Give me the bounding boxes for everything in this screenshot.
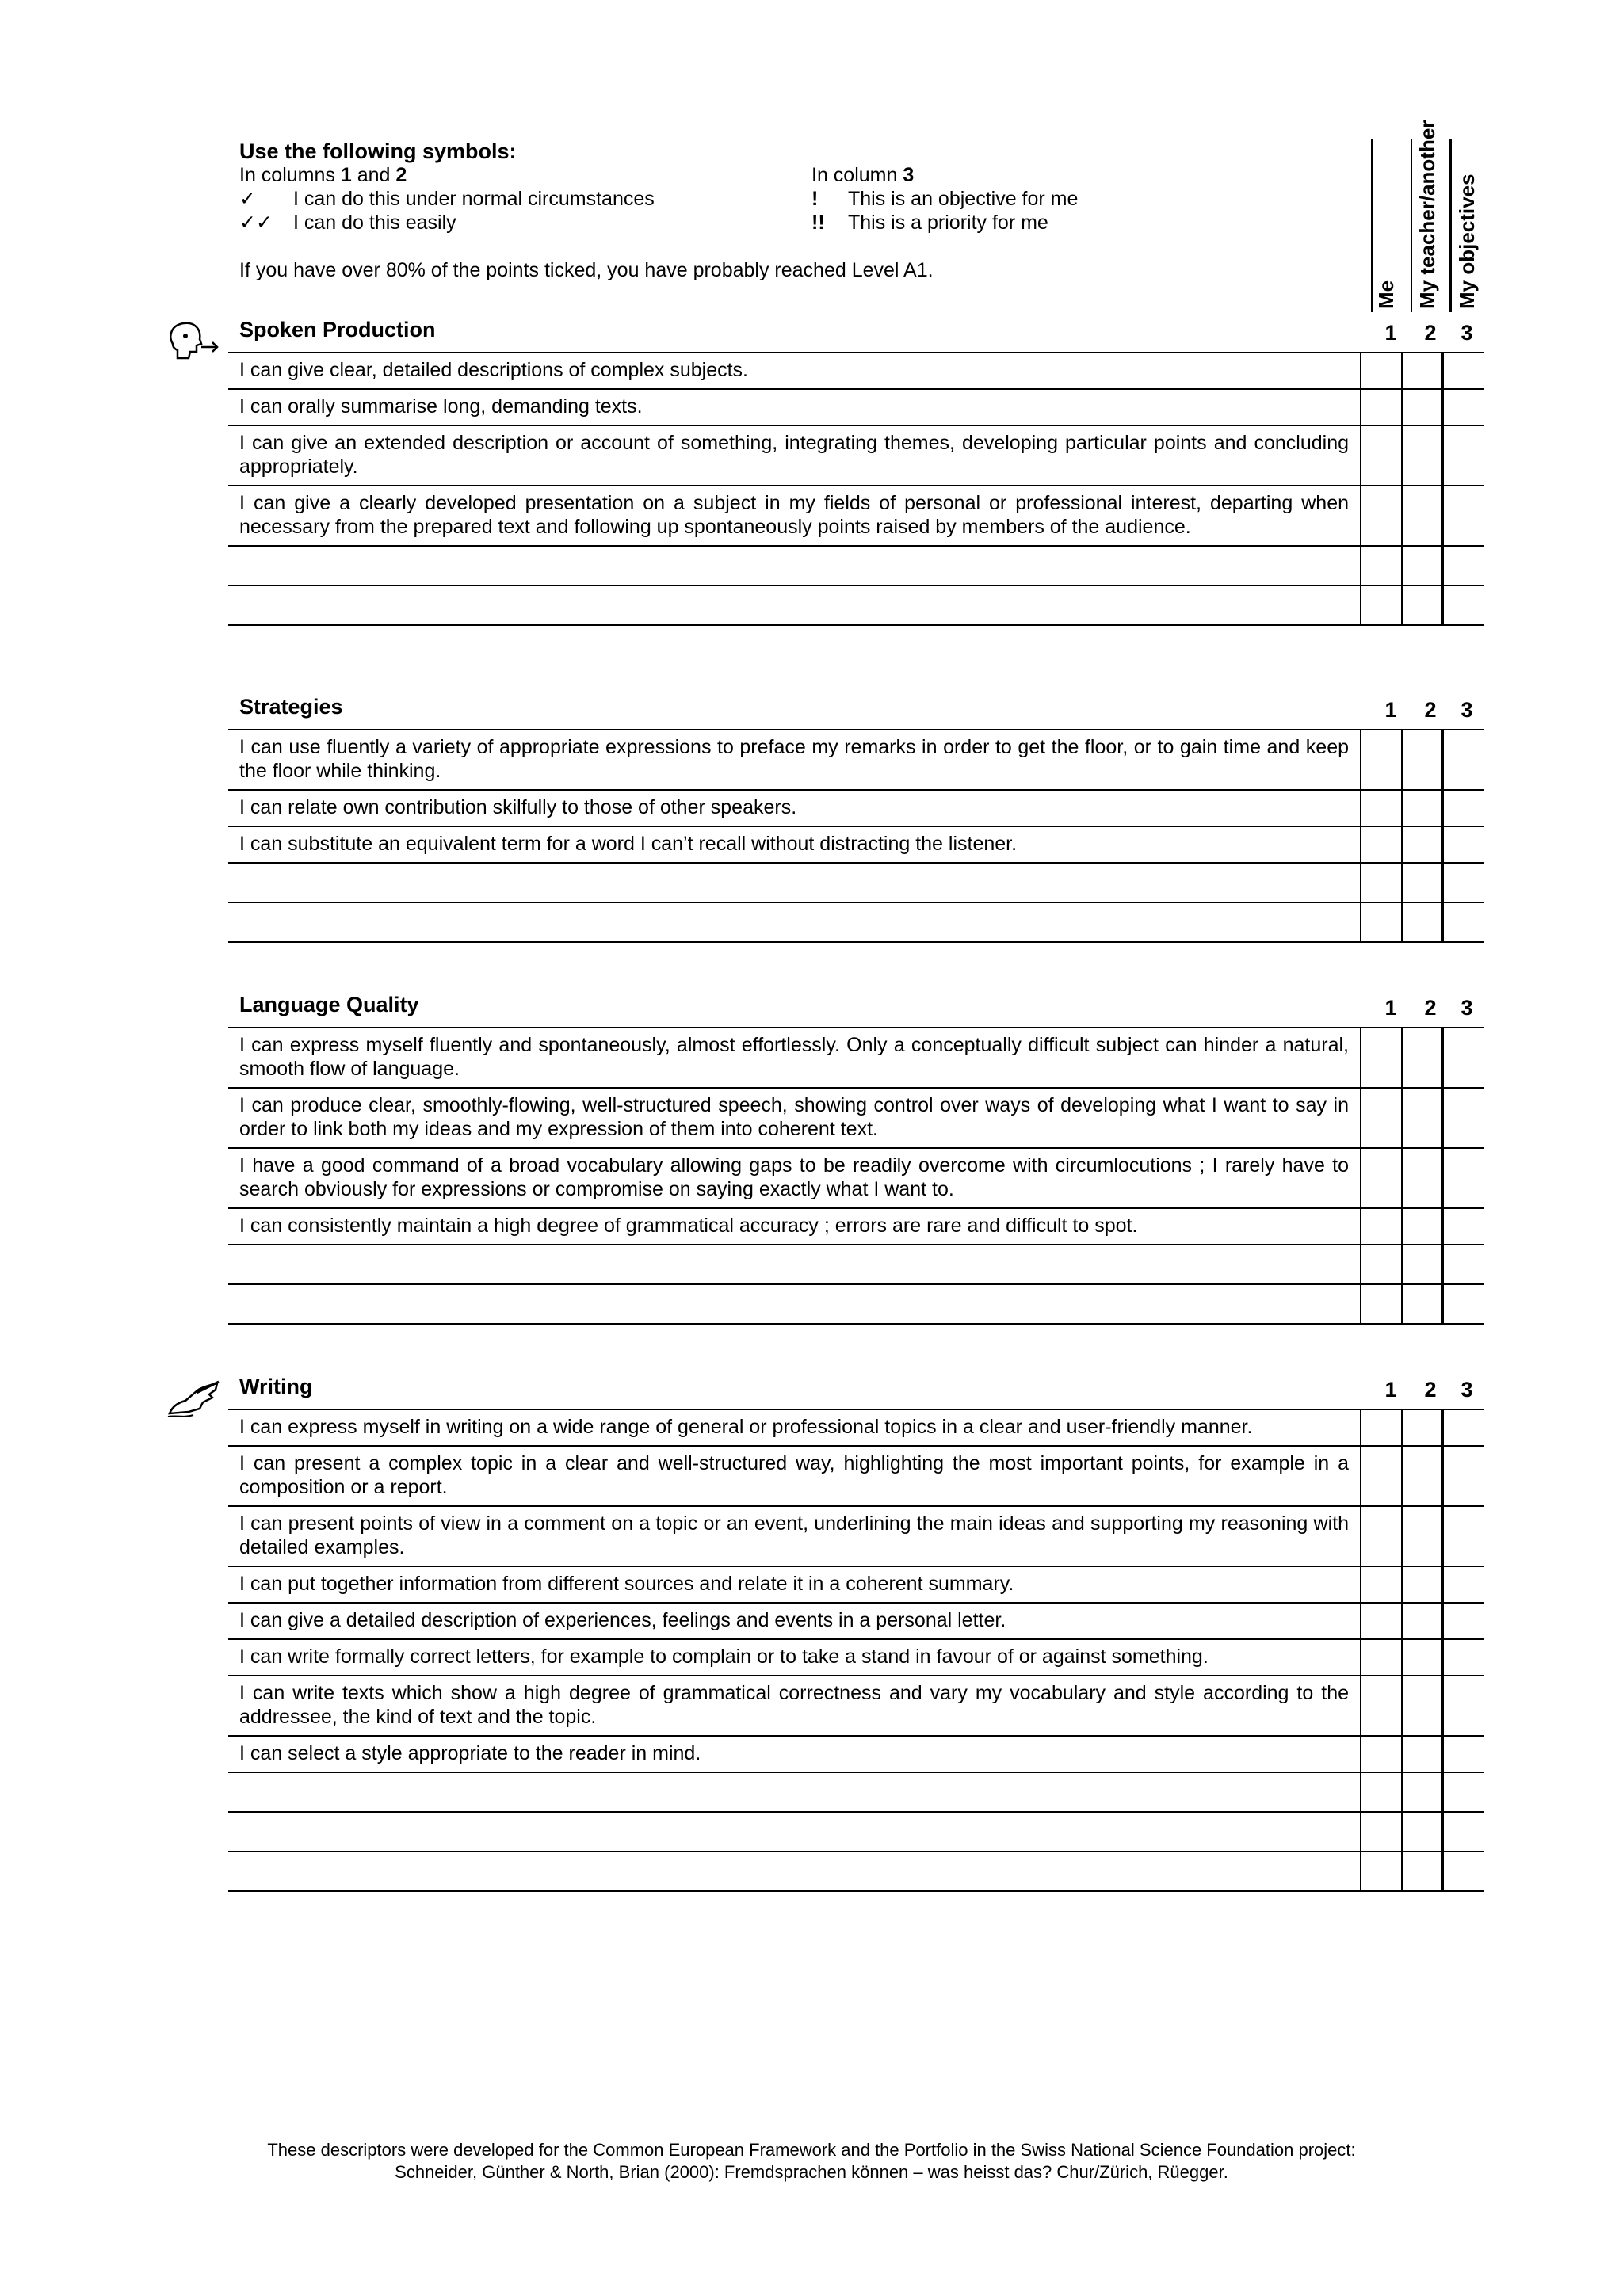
objective-tick-cell[interactable]	[1441, 353, 1484, 388]
descriptor-text: I can orally summarise long, demanding texts.	[239, 395, 643, 418]
objective-tick-cell[interactable]	[1441, 1245, 1484, 1283]
legend-right-column	[812, 163, 1287, 235]
objective-tick-cell[interactable]	[1441, 1737, 1484, 1772]
descriptor-row	[228, 1447, 1484, 1507]
teacher-tick-cell[interactable]	[1401, 864, 1441, 902]
legend-title: Use the following symbols:	[239, 139, 517, 163]
legend-objective-row: ! This is an objective for me	[812, 188, 1079, 210]
column-number-2: 2	[1424, 321, 1437, 345]
descriptor-text: I can express myself fluently and spontaneously, almost effortlessly. Only a conceptually difficult subject can hinder a natural, smooth flow of language.	[239, 1034, 1349, 1080]
objective-tick-cell[interactable]	[1441, 547, 1484, 585]
descriptor-row	[228, 353, 1484, 390]
legend-left-column	[239, 163, 794, 235]
descriptor-row	[228, 1209, 1484, 1245]
descriptor-row	[228, 1676, 1484, 1737]
descriptor-text: I can consistently maintain a high degree of grammatical accuracy ; errors are rare and difficult to spot.	[239, 1215, 1138, 1237]
descriptor-text	[228, 1773, 1360, 1811]
me-tick-cell[interactable]	[1360, 791, 1401, 826]
descriptor-text: I can give a detailed description of experiences, feelings and events in a personal letter.	[239, 1609, 1006, 1631]
column-rule	[1449, 139, 1452, 312]
me-tick-cell[interactable]	[1360, 864, 1401, 902]
column-header-objectives: My objectives	[1455, 174, 1479, 309]
descriptor-row	[228, 1089, 1484, 1149]
teacher-tick-cell[interactable]	[1401, 1245, 1441, 1283]
teacher-tick-cell[interactable]	[1401, 486, 1441, 545]
exclamation-icon: !	[812, 188, 819, 210]
me-tick-cell[interactable]	[1360, 390, 1401, 425]
descriptor-row	[228, 903, 1484, 943]
descriptor-row	[228, 1852, 1484, 1892]
objective-tick-cell[interactable]	[1441, 1149, 1484, 1207]
column-number-3: 3	[1461, 1378, 1473, 1402]
descriptor-text: I can give clear, detailed descriptions of complex subjects.	[239, 359, 749, 381]
section-title: Writing	[239, 1375, 313, 1398]
speaking-head-icon	[165, 320, 222, 364]
objective-tick-cell[interactable]	[1441, 1447, 1484, 1505]
me-tick-cell[interactable]	[1360, 1676, 1401, 1735]
me-tick-cell[interactable]	[1360, 1567, 1401, 1602]
column-rule	[1371, 139, 1373, 312]
teacher-tick-cell[interactable]	[1401, 353, 1441, 388]
me-tick-cell[interactable]	[1360, 586, 1401, 624]
section-title: Strategies	[239, 695, 343, 719]
me-tick-cell[interactable]	[1360, 1149, 1401, 1207]
footer-line-1: These descriptors were developed for the Common European Framework and the Portfolio in the Swiss National Science Foundation project:	[267, 2140, 1356, 2160]
objective-tick-cell[interactable]	[1441, 1604, 1484, 1638]
me-tick-cell[interactable]	[1360, 827, 1401, 862]
descriptor-text: I can present points of view in a comment on a topic or an event, underlining the main ideas and supporting my reasoning with detailed examples.	[239, 1512, 1349, 1558]
me-tick-cell[interactable]	[1360, 1028, 1401, 1087]
objective-tick-cell[interactable]	[1441, 1676, 1484, 1735]
descriptor-text: I have a good command of a broad vocabulary allowing gaps to be readily overcome with circumlocutions ; I rarely have to search obviously for expressions or compromise on saying exactly what I want to.	[239, 1154, 1349, 1200]
me-tick-cell[interactable]	[1360, 1737, 1401, 1772]
section-header	[228, 312, 1484, 353]
objective-tick-cell[interactable]	[1441, 1507, 1484, 1566]
symbol-legend	[239, 139, 1349, 281]
legend-check-row: ✓ I can do this under normal circumstances	[239, 188, 655, 210]
objective-tick-cell[interactable]	[1441, 864, 1484, 902]
teacher-tick-cell[interactable]	[1401, 1567, 1441, 1602]
descriptor-text	[228, 1813, 1360, 1851]
teacher-tick-cell[interactable]	[1401, 1447, 1441, 1505]
footer-line-2: Schneider, Günther & North, Brian (2000): Fremdsprachen können – was heisst das? Chur/Zürich, Rüegger.	[395, 2162, 1228, 2182]
objective-tick-cell[interactable]	[1441, 390, 1484, 425]
me-tick-cell[interactable]	[1360, 1089, 1401, 1147]
descriptor-text	[228, 586, 1360, 624]
teacher-tick-cell[interactable]	[1401, 1773, 1441, 1811]
teacher-tick-cell[interactable]	[1401, 1028, 1441, 1087]
descriptor-text: I can write formally correct letters, for example to complain or to take a stand in favour of or against something.	[239, 1646, 1209, 1668]
me-tick-cell[interactable]	[1360, 1209, 1401, 1244]
teacher-tick-cell[interactable]	[1401, 903, 1441, 941]
section-writing	[228, 1369, 1484, 1892]
objective-tick-cell[interactable]	[1441, 1852, 1484, 1890]
column-number-1: 1	[1384, 321, 1397, 345]
legend-double-check-row: ✓✓ I can do this easily	[239, 212, 456, 234]
me-tick-cell[interactable]	[1360, 1507, 1401, 1566]
column-number-1: 1	[1384, 1378, 1397, 1402]
column-number-3: 3	[1461, 698, 1473, 722]
double-check-icon: ✓✓	[239, 212, 273, 234]
objective-tick-cell[interactable]	[1441, 1567, 1484, 1602]
descriptor-row	[228, 827, 1484, 864]
descriptor-text: I can use fluently a variety of appropriate expressions to preface my remarks in order to get the floor, or to gain time and keep the floor while thinking.	[239, 736, 1349, 782]
objective-tick-cell[interactable]	[1441, 730, 1484, 789]
descriptor-row	[228, 1737, 1484, 1773]
teacher-tick-cell[interactable]	[1401, 1852, 1441, 1890]
descriptor-row	[228, 791, 1484, 827]
column-numbers	[1371, 987, 1484, 1028]
descriptor-row	[228, 1507, 1484, 1567]
teacher-tick-cell[interactable]	[1401, 827, 1441, 862]
teacher-tick-cell[interactable]	[1401, 1285, 1441, 1323]
descriptor-row	[228, 1640, 1484, 1676]
objective-tick-cell[interactable]	[1441, 1410, 1484, 1445]
column-number-2: 2	[1424, 698, 1437, 722]
descriptor-row	[228, 730, 1484, 791]
column-header-teacher: My teacher/another	[1415, 120, 1439, 309]
objective-tick-cell[interactable]	[1441, 827, 1484, 862]
check-icon: ✓	[239, 188, 256, 210]
me-tick-cell[interactable]	[1360, 1604, 1401, 1638]
teacher-tick-cell[interactable]	[1401, 1209, 1441, 1244]
column-rule	[1411, 139, 1412, 312]
objective-tick-cell[interactable]	[1441, 1089, 1484, 1147]
descriptor-text: I can substitute an equivalent term for a word I can’t recall without distracting the listener.	[239, 833, 1018, 855]
descriptor-text: I can present a complex topic in a clear and well-structured way, highlighting the most important points, for example in a composition or a report.	[239, 1452, 1349, 1498]
teacher-tick-cell[interactable]	[1401, 1149, 1441, 1207]
descriptor-text: I can give an extended description or account of something, integrating themes, developing particular points and concluding appropriately.	[239, 432, 1349, 478]
me-tick-cell[interactable]	[1360, 486, 1401, 545]
section-header	[228, 1369, 1484, 1410]
descriptor-row	[228, 1028, 1484, 1089]
descriptor-row	[228, 1813, 1484, 1852]
objective-tick-cell[interactable]	[1441, 586, 1484, 624]
descriptor-row	[228, 486, 1484, 547]
writing-hand-icon	[165, 1374, 223, 1420]
legend-priority-row: !! This is a priority for me	[812, 212, 1048, 234]
me-tick-cell[interactable]	[1360, 730, 1401, 789]
me-tick-cell[interactable]	[1360, 1813, 1401, 1851]
me-tick-cell[interactable]	[1360, 903, 1401, 941]
descriptor-row	[228, 864, 1484, 903]
descriptor-row	[228, 1245, 1484, 1285]
legend-left-heading: In columns 1 and 2	[239, 164, 407, 186]
me-tick-cell[interactable]	[1360, 1852, 1401, 1890]
me-tick-cell[interactable]	[1360, 1410, 1401, 1445]
me-tick-cell[interactable]	[1360, 1773, 1401, 1811]
objective-tick-cell[interactable]	[1441, 1028, 1484, 1087]
footer-citation	[0, 2139, 1623, 2183]
descriptor-text: I can select a style appropriate to the reader in mind.	[239, 1742, 701, 1764]
column-numbers	[1371, 1369, 1484, 1410]
descriptor-text: I can relate own contribution skilfully to those of other speakers.	[239, 796, 797, 818]
descriptor-text	[228, 1245, 1360, 1283]
me-tick-cell[interactable]	[1360, 1245, 1401, 1283]
teacher-tick-cell[interactable]	[1401, 547, 1441, 585]
teacher-tick-cell[interactable]	[1401, 1813, 1441, 1851]
descriptor-text: I can give a clearly developed presentation on a subject in my fields of personal or professional interest, departing when necessary from the prepared text and following up spontaneously points raised by members of the audience.	[239, 492, 1349, 538]
teacher-tick-cell[interactable]	[1401, 791, 1441, 826]
legend-right-heading: In column 3	[812, 164, 915, 186]
teacher-tick-cell[interactable]	[1401, 1507, 1441, 1566]
objective-tick-cell[interactable]	[1441, 1813, 1484, 1851]
me-tick-cell[interactable]	[1360, 1640, 1401, 1675]
section-header	[228, 689, 1484, 730]
teacher-tick-cell[interactable]	[1401, 426, 1441, 485]
objective-tick-cell[interactable]	[1441, 1209, 1484, 1244]
section-strategies	[228, 689, 1484, 943]
column-numbers	[1371, 312, 1484, 353]
teacher-tick-cell[interactable]	[1401, 1089, 1441, 1147]
objective-tick-cell[interactable]	[1441, 1285, 1484, 1323]
level-note: If you have over 80% of the points ticked, you have probably reached Level A1.	[239, 259, 934, 281]
descriptor-row	[228, 1149, 1484, 1209]
descriptor-text: I can put together information from different sources and relate it in a coherent summary.	[239, 1573, 1014, 1595]
section-language-quality	[228, 987, 1484, 1325]
teacher-tick-cell[interactable]	[1401, 1410, 1441, 1445]
objective-tick-cell[interactable]	[1441, 1640, 1484, 1675]
descriptor-row	[228, 1285, 1484, 1325]
descriptor-text	[228, 864, 1360, 902]
teacher-tick-cell[interactable]	[1401, 1676, 1441, 1735]
descriptor-row	[228, 1773, 1484, 1813]
column-number-3: 3	[1461, 321, 1473, 345]
teacher-tick-cell[interactable]	[1401, 730, 1441, 789]
teacher-tick-cell[interactable]	[1401, 586, 1441, 624]
teacher-tick-cell[interactable]	[1401, 1604, 1441, 1638]
descriptor-text: I can express myself in writing on a wide range of general or professional topics in a clear and user-friendly manner.	[239, 1416, 1253, 1438]
column-number-3: 3	[1461, 996, 1473, 1020]
descriptor-text	[228, 903, 1360, 941]
descriptor-text: I can produce clear, smoothly-flowing, well-structured speech, showing control over ways of developing what I want to say in order to link both my ideas and my expression of them into coherent text.	[239, 1094, 1349, 1140]
section-title: Language Quality	[239, 993, 419, 1016]
descriptor-text: I can write texts which show a high degree of grammatical correctness and vary my vocabulary and style according to the addressee, the kind of text and the topic.	[239, 1682, 1349, 1728]
double-exclamation-icon: !!	[812, 212, 825, 234]
descriptor-row	[228, 426, 1484, 486]
objective-tick-cell[interactable]	[1441, 791, 1484, 826]
me-tick-cell[interactable]	[1360, 353, 1401, 388]
descriptor-text	[228, 1852, 1360, 1890]
descriptor-row	[228, 586, 1484, 626]
section-header	[228, 987, 1484, 1028]
section-spoken-production	[228, 312, 1484, 626]
descriptor-text	[228, 547, 1360, 585]
objective-tick-cell[interactable]	[1441, 426, 1484, 485]
objective-tick-cell[interactable]	[1441, 903, 1484, 941]
section-title: Spoken Production	[239, 318, 436, 341]
column-number-1: 1	[1384, 698, 1397, 722]
me-tick-cell[interactable]	[1360, 547, 1401, 585]
descriptor-text	[228, 1285, 1360, 1323]
teacher-tick-cell[interactable]	[1401, 1640, 1441, 1675]
objective-tick-cell[interactable]	[1441, 486, 1484, 545]
descriptor-row	[228, 1410, 1484, 1447]
column-header-me: Me	[1374, 280, 1398, 309]
teacher-tick-cell[interactable]	[1401, 390, 1441, 425]
descriptor-row	[228, 1604, 1484, 1640]
me-tick-cell[interactable]	[1360, 426, 1401, 485]
column-numbers	[1371, 689, 1484, 730]
column-number-2: 2	[1424, 1378, 1437, 1402]
teacher-tick-cell[interactable]	[1401, 1737, 1441, 1772]
descriptor-row	[228, 547, 1484, 586]
me-tick-cell[interactable]	[1360, 1447, 1401, 1505]
descriptor-row	[228, 390, 1484, 426]
objective-tick-cell[interactable]	[1441, 1773, 1484, 1811]
me-tick-cell[interactable]	[1360, 1285, 1401, 1323]
descriptor-row	[228, 1567, 1484, 1604]
column-number-2: 2	[1424, 996, 1437, 1020]
column-number-1: 1	[1384, 996, 1397, 1020]
